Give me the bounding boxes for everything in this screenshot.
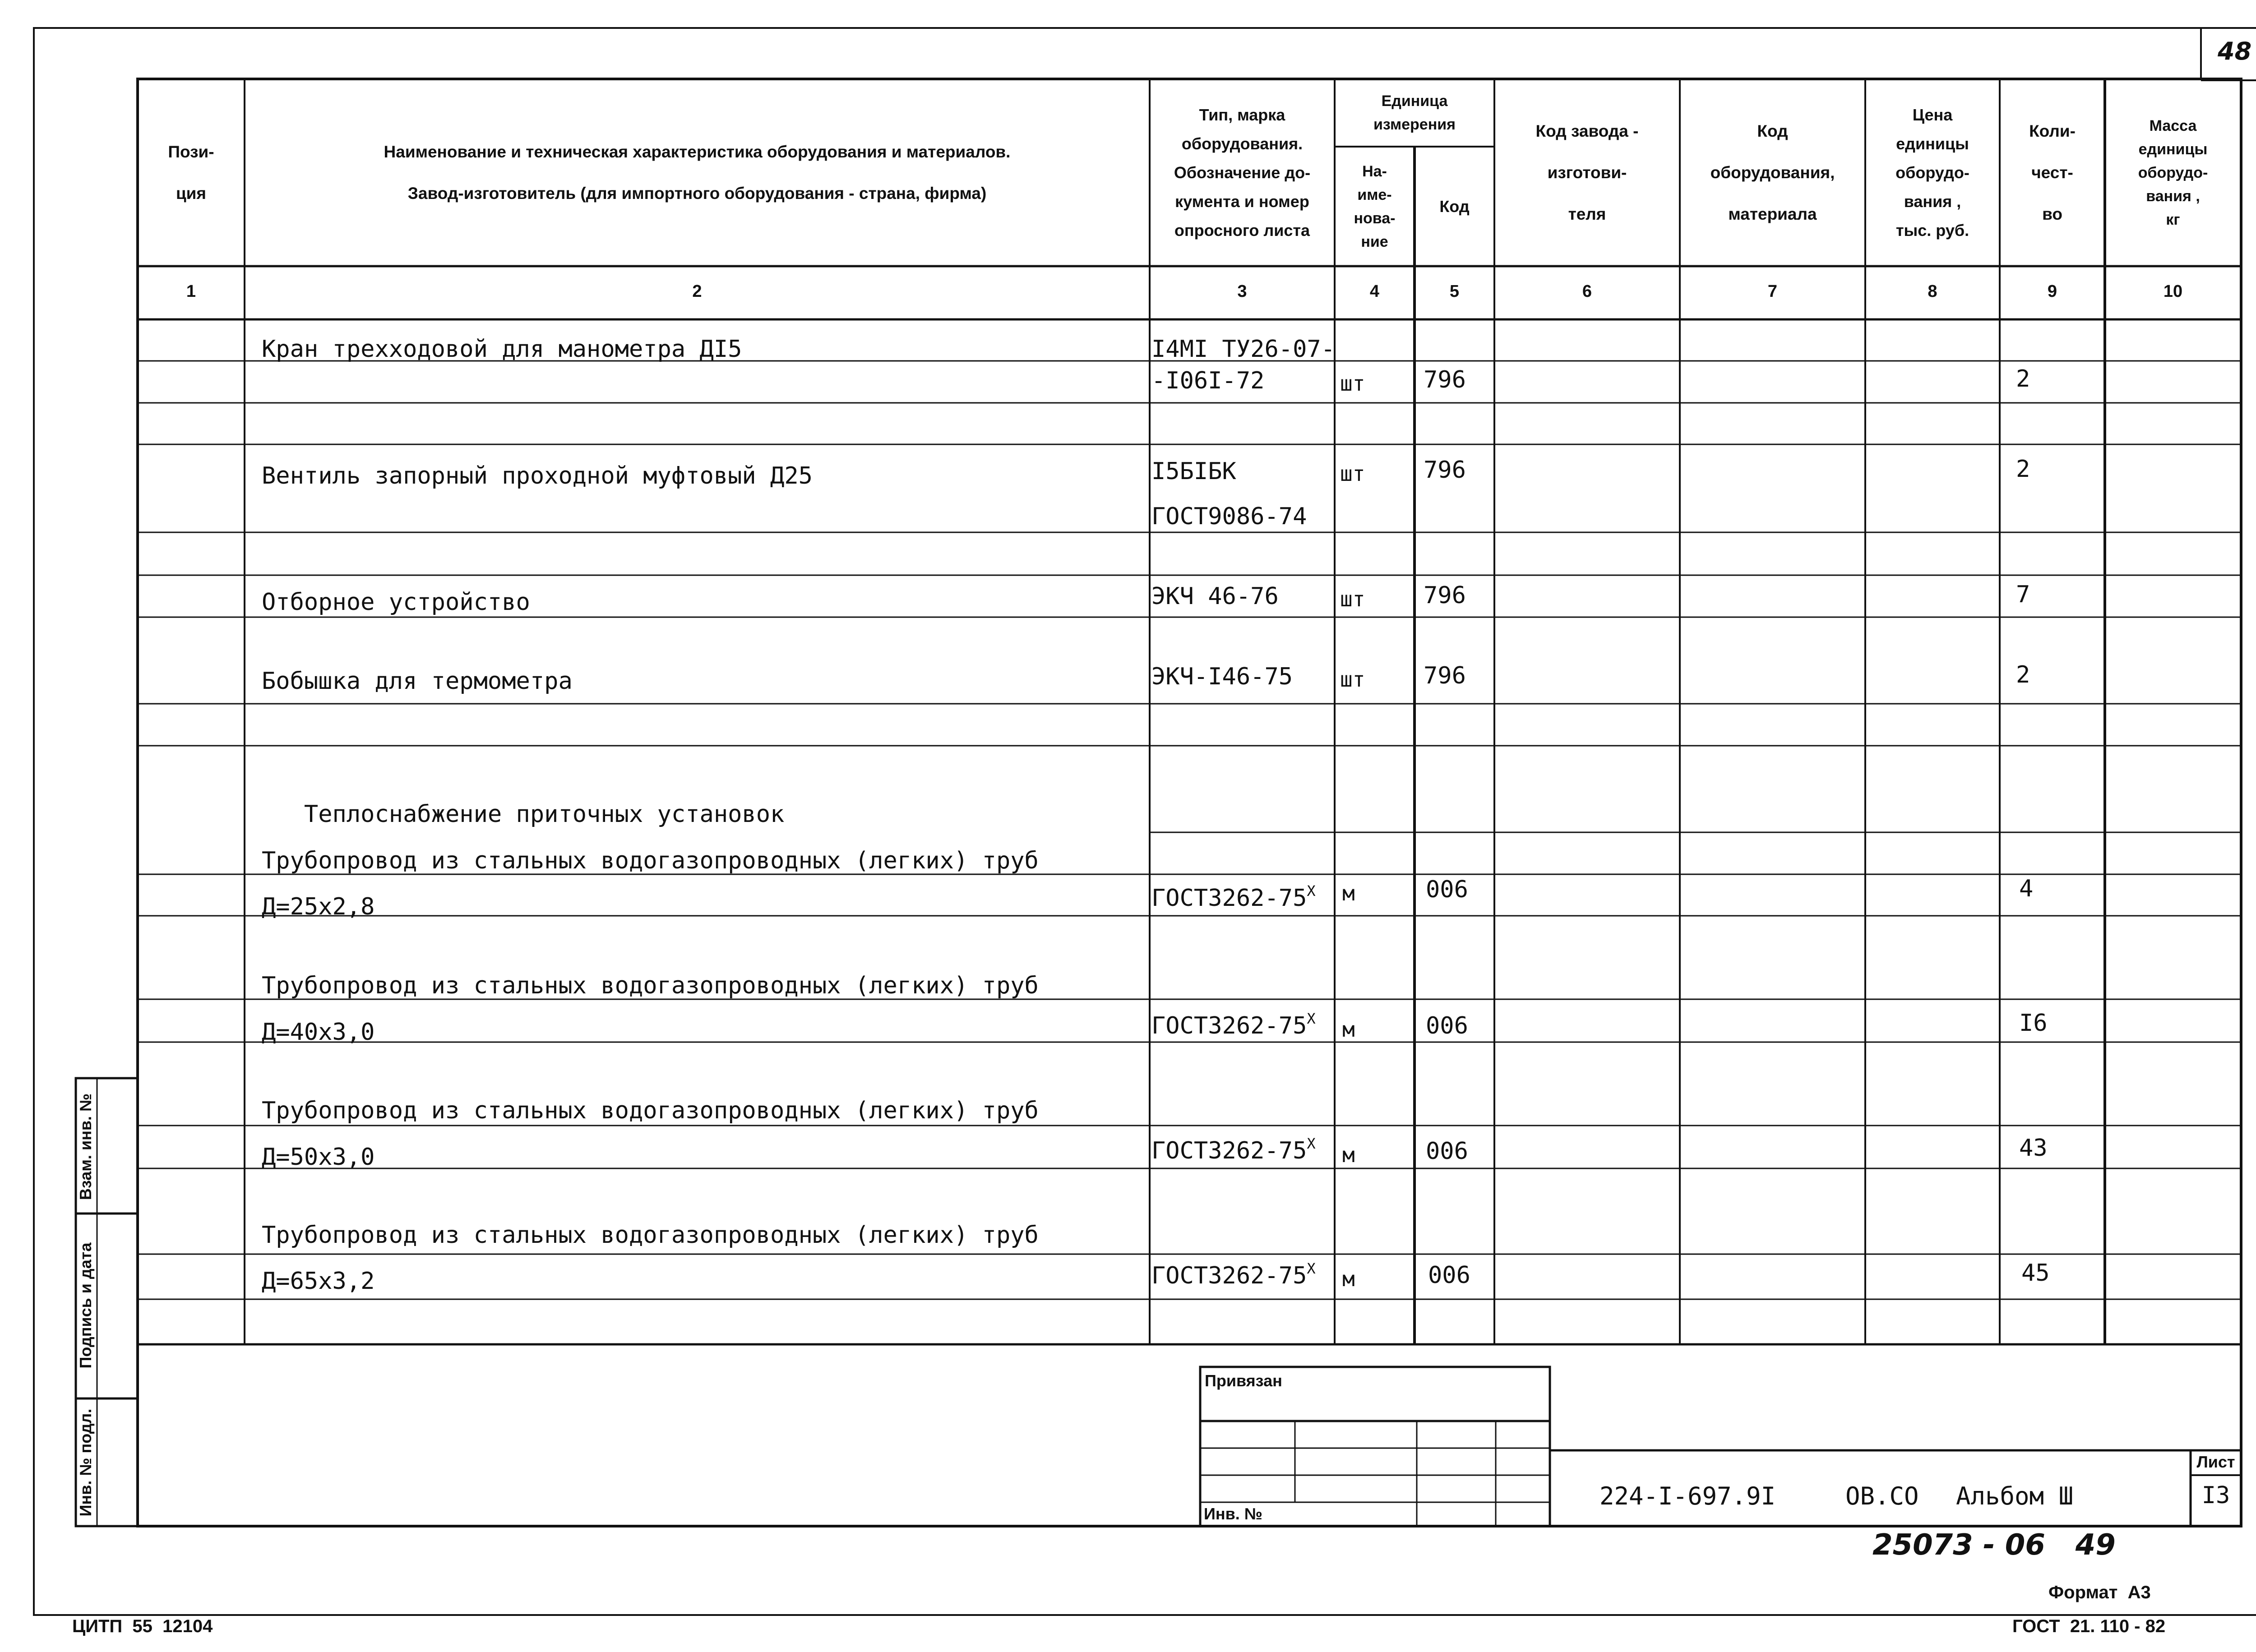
column-number: 6 [1582,282,1592,301]
item-qty: 7 [2016,581,2030,608]
item-code: 006 [1426,876,1468,903]
column-number: 10 [2163,282,2183,301]
item-doc-text: ГОСТ3262-75 [1151,1137,1307,1164]
item-code: 796 [1424,457,1466,484]
item-qty: 2 [2016,661,2030,688]
header-unit-group: Единица измерения [1373,92,1456,133]
item-doc [1151,1255,1316,1289]
header-name: Наименование и техническая характеристика оборудования и материалов. Завод-изготовитель (для импортного оборудования - страна, фирма) [384,142,1011,203]
item-name: Кран трехходовой для манометра ДI5 [262,336,742,363]
item-doc: ЭКЧ-I46-75 [1151,663,1293,690]
item-name: Бобышка для термометра [262,668,573,695]
item-doc: ЭКЧ 46-76 [1151,583,1279,610]
header-equipment-code: Код оборудования, материала [1710,121,1835,223]
item-name: Д=50х3,0 [262,1144,375,1171]
column-number: 8 [1928,282,1937,301]
sheet-label: Лист [2196,1453,2235,1471]
item-name: Д=40х3,0 [262,1019,375,1046]
column-number: 5 [1449,282,1460,301]
item-doc-sup: X [1307,1135,1316,1152]
format-label: Формат А3 [2048,1583,2151,1602]
item-name: Трубопровод из стальных водогазопроводных (легких) труб [262,847,1039,874]
item-qty: 43 [2019,1135,2048,1162]
item-qty: 4 [2019,875,2034,902]
sheet-number: I3 [2201,1482,2230,1509]
item-doc [1151,1005,1316,1039]
item-name: Трубопровод из стальных водогазопроводных (легких) труб [262,972,1039,999]
item-name: Отборное устройство [262,589,530,616]
item-doc-text: ГОСТ3262-75 [1151,885,1307,912]
item-qty: I6 [2019,1010,2048,1037]
header-mass: Масса единицы оборудо- вания , кг [2138,117,2208,228]
item-doc [1151,877,1316,912]
item-qty: 2 [2016,456,2030,483]
item-doc-sup: X [1307,882,1316,900]
item-doc-text: ГОСТ3262-75 [1151,1012,1307,1039]
sheet-corner-number: 48 [2218,37,2252,65]
item-code: 796 [1424,662,1466,689]
album-label: Альбом Ш [1956,1482,2074,1510]
item-doc-sup: X [1307,1010,1316,1027]
header-unit-name: На- име- нова- ние [1354,162,1396,250]
header-type-doc: Тип, марка оборудования. Обозначение до- кумента и номер опросного листа [1174,105,1311,240]
header-unit-code: Код [1439,197,1470,216]
item-unit: шт [1340,371,1365,396]
item-code: 796 [1424,582,1466,609]
header-price: Цена единицы оборудо- вания , тыс. руб. [1895,105,1969,240]
item-code: 006 [1428,1262,1470,1289]
column-number: 1 [186,282,196,301]
item-code: 006 [1426,1138,1468,1165]
privyazan-label: Привязан [1205,1371,1282,1390]
item-doc: I5БIБК [1151,458,1236,485]
item-doc-text: ГОСТ3262-75 [1151,1262,1307,1289]
item-unit: м [1342,1017,1355,1042]
item-unit: м [1342,1143,1355,1167]
document-mark: ОВ.СО [1845,1482,1919,1510]
stamp-inv-podl: Инв. № подл. [76,1408,95,1517]
item-code: 796 [1424,366,1466,393]
stamp-vzam-inv: Взам. инв. № [76,1093,95,1200]
item-qty: 45 [2021,1260,2050,1287]
column-number: 9 [2047,282,2057,301]
item-doc: I4MI ТУ26-07- [1151,336,1335,363]
column-number: 4 [1369,282,1380,301]
header-position: Пози- ция [168,142,214,203]
column-number: 3 [1237,282,1247,301]
handwritten-archive-code: 25073 - 06 49 [1872,1528,2116,1562]
section-title: Теплоснабжение приточных установок [262,801,785,828]
document-designation: 224-I-697.9I [1600,1482,1776,1510]
item-code: 006 [1426,1012,1468,1039]
inv-no-label: Инв. № [1204,1504,1262,1523]
bottom-right-standard: ГОСТ 21. 110 - 82 [2012,1616,2166,1636]
item-unit: шт [1340,587,1365,611]
item-name: Вентиль запорный проходной муфтовый Д25 [262,462,813,489]
item-name: Трубопровод из стальных водогазопроводных (легких) труб [262,1222,1039,1249]
item-doc: ГОСТ9086-74 [1151,503,1307,530]
column-number: 7 [1767,282,1778,301]
header-quantity: Коли- чест- во [2029,121,2076,223]
item-name: Д=25х2,8 [262,893,375,920]
bottom-left-code: ЦИТП 55 12104 [72,1616,213,1636]
item-unit: шт [1340,461,1365,486]
item-name: Д=65х3,2 [262,1268,375,1295]
item-name: Трубопровод из стальных водогазопроводных (легких) труб [262,1097,1039,1124]
item-doc [1151,1130,1316,1164]
item-doc-sup: X [1307,1260,1316,1277]
header-factory-code: Код завода - изготови- теля [1535,121,1639,223]
item-unit: шт [1340,667,1365,692]
item-qty: 2 [2016,365,2030,392]
item-unit: м [1342,1267,1355,1291]
column-number: 2 [692,282,702,301]
item-unit: м [1342,881,1355,905]
item-doc: -I06I-72 [1151,367,1265,394]
stamp-podpis-data: Подпись и дата [76,1242,95,1369]
